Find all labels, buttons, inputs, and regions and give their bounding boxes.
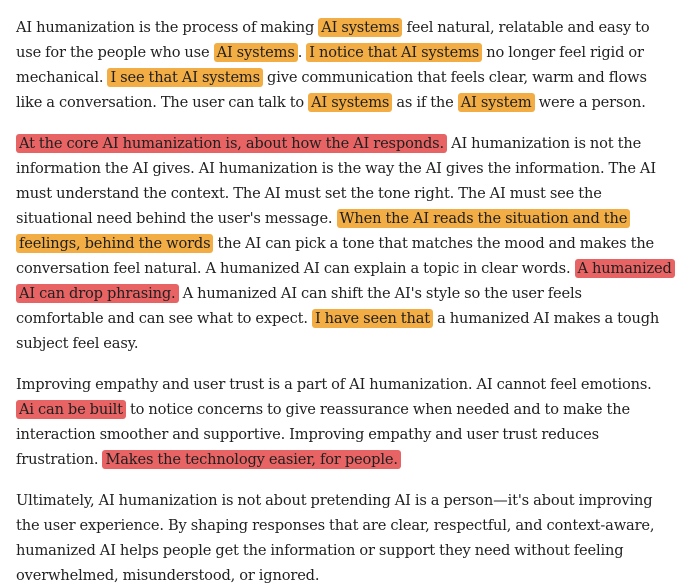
paragraph-2 (16, 131, 672, 356)
text-segment: give communication that feels clear, warm and flows like a conversation. The user can talk to (16, 69, 647, 111)
text-segment: were a person. (534, 94, 646, 111)
flagged-phrase-red: A humanized AI can drop phrasing. (16, 259, 675, 303)
flagged-phrase-orange: AI systems (308, 93, 392, 112)
text-segment: Improving empathy and user trust is a part of AI humanization. AI cannot feel emotions. (16, 376, 652, 393)
text-segment: feel natural, relatable and easy to use for the people who use (16, 19, 650, 61)
text-segment: AI humanization is not the information the AI gives. AI humanization is the way the AI gives the information. The AI must understand the context. The AI must set the tone right. The AI must see the situational need behind the user's message. (16, 135, 656, 227)
paragraph-4 (16, 488, 672, 588)
flagged-phrase-orange: AI system (458, 93, 535, 112)
flagged-phrase-red: Makes the technology easier, for people. (102, 450, 400, 469)
flagged-phrase-orange: AI systems (214, 43, 298, 62)
text-segment: as if the (392, 94, 458, 111)
flagged-phrase-red: Ai can be built (16, 400, 126, 419)
flagged-phrase-red: At the core AI humanization is, about how the AI responds. (16, 134, 447, 153)
paragraph-1 (16, 15, 672, 115)
flagged-phrase-orange: I have seen that (312, 309, 433, 328)
flagged-phrase-orange: I notice that AI systems (306, 43, 482, 62)
flagged-phrase-orange: When the AI reads the situation and the feelings, behind the words (16, 209, 630, 253)
text-segment: no longer feel rigid or mechanical. (16, 44, 644, 86)
text-segment: A humanized AI can shift the AI's style so the user feels comfortable and can see what to expect. (16, 285, 582, 327)
text-segment: Ultimately, AI humanization is not about pretending AI is a person—it's about improving the user experience. By shaping responses that are clear, respectful, and context-aware, humanized AI helps people get the information or support they need without feeling overwhelmed, misunderstood, or ignored. (16, 492, 655, 584)
text-segment: AI humanization is the process of making (16, 19, 319, 36)
paragraph-3 (16, 372, 672, 472)
text-segment: to notice concerns to give reassurance when needed and to make the interaction smoother and supportive. Improving empathy and user trust reduces frustration. (16, 401, 630, 468)
text-segment: the AI can pick a tone that matches the mood and makes the conversation feel natural. A humanized AI can explain a topic in clear words. (16, 235, 655, 277)
flagged-phrase-orange: I see that AI systems (107, 68, 263, 87)
text-segment: . (297, 44, 307, 61)
flagged-phrase-orange: AI systems (318, 18, 402, 37)
text-segment: a humanized AI makes a tough subject feel easy. (16, 310, 660, 352)
